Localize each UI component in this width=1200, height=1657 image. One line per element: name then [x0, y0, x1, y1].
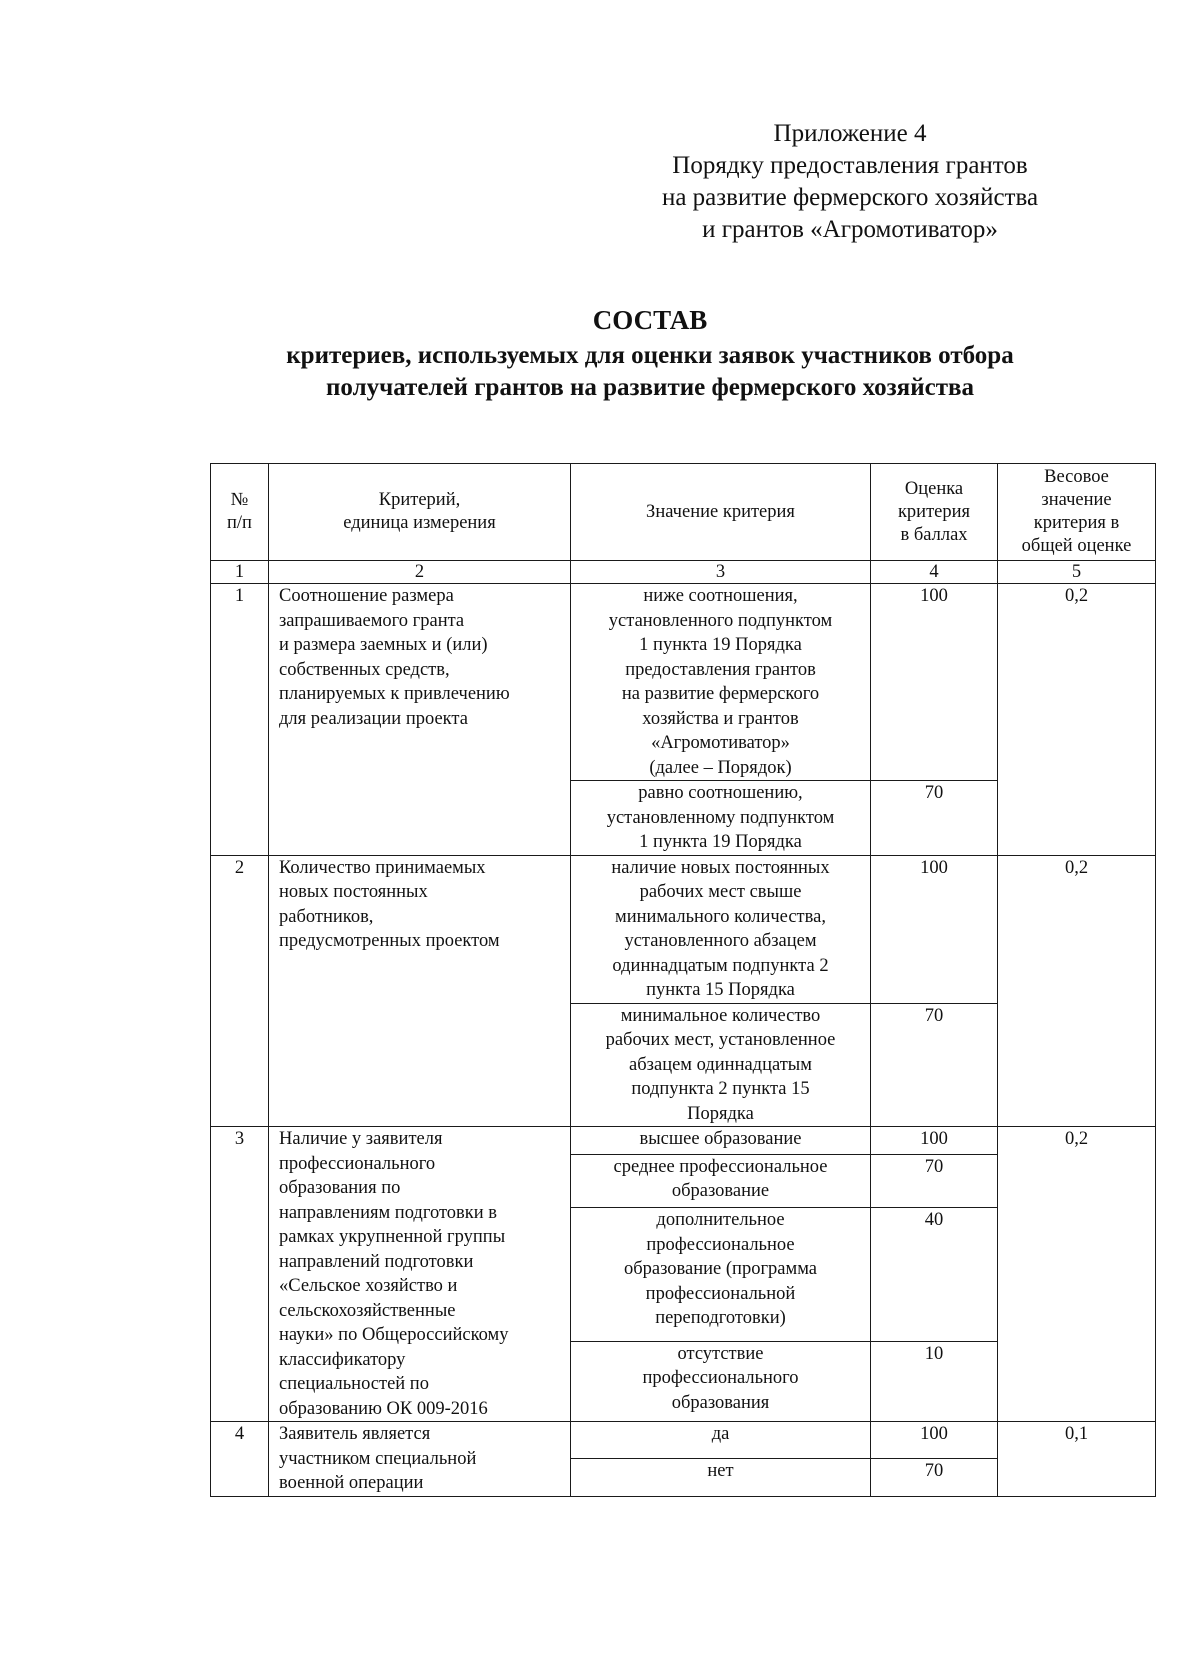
cell-line: дополнительное	[656, 1210, 785, 1231]
cell-line: образованию ОК 009-2016	[279, 1398, 488, 1419]
cell-line: да	[711, 1424, 730, 1444]
table-row	[211, 855, 1156, 1003]
table-row	[211, 1422, 1156, 1459]
criterion-name	[269, 1127, 571, 1422]
cell-line: нет	[707, 1461, 734, 1482]
criterion-value	[571, 1003, 871, 1127]
cell-line: классификатору	[279, 1349, 406, 1370]
cell-line: (далее – Порядок)	[649, 757, 792, 778]
cell-line: ниже соотношения,	[643, 586, 798, 606]
criterion-value	[571, 781, 871, 856]
header-line: Оценка	[904, 478, 964, 499]
cell-line: Количество принимаемых	[279, 857, 486, 878]
appendix-block	[570, 118, 1130, 246]
column-number-row	[211, 561, 1156, 584]
cell-line: предусмотренных проектом	[279, 931, 500, 951]
cell-line: 1 пункта 19 Порядка	[639, 635, 802, 655]
document-heading	[160, 302, 1140, 404]
cell-line: равно соотношению,	[638, 783, 803, 803]
appendix-line: Порядку предоставления грантов	[672, 152, 1028, 179]
criterion-value	[571, 1208, 871, 1341]
cell-line: Заявитель является	[279, 1424, 431, 1444]
cell-line: для реализации проекта	[279, 708, 468, 729]
criterion-name	[269, 855, 571, 1127]
subtitle-line: получателей грантов на развитие фермерского хозяйства	[326, 374, 974, 401]
table-row	[211, 1127, 1156, 1155]
header-line: общей оценке	[1021, 536, 1132, 556]
cell-line: направлений подготовки	[279, 1251, 474, 1272]
criterion-score: 70	[871, 1003, 998, 1127]
row-number: 3	[211, 1127, 269, 1422]
cell-line: 1 пункта 19 Порядка	[639, 832, 802, 852]
header-line: Весовое	[1044, 467, 1109, 487]
cell-line: направлениям подготовки в	[279, 1202, 498, 1223]
cell-line: установленному подпунктом	[606, 807, 835, 828]
cell-line: науки» по Общероссийскому	[279, 1325, 509, 1345]
cell-line: хозяйства и грантов	[642, 708, 799, 729]
cell-line: сельскохозяйственные	[279, 1300, 456, 1321]
appendix-line: на развитие фермерского хозяйства	[661, 184, 1039, 211]
row-number: 4	[211, 1422, 269, 1497]
cell-line: образование	[671, 1181, 770, 1201]
header-line: единица измерения	[343, 513, 496, 533]
cell-line: планируемых к привлечению	[279, 684, 510, 704]
criterion-value	[571, 1154, 871, 1208]
cell-line: переподготовки)	[655, 1308, 786, 1329]
cell-line: рамках укрупненной группы	[279, 1227, 506, 1247]
header-criterion	[269, 464, 571, 561]
criterion-value	[571, 855, 871, 1003]
header-line: п/п	[227, 513, 252, 533]
criterion-weight: 0,1	[998, 1422, 1156, 1497]
cell-line: на развитие фермерского	[621, 684, 820, 704]
subtitle-line: критериев, используемых для оценки заявок участников отбора	[286, 342, 1014, 369]
cell-line: собственных средств,	[279, 659, 450, 680]
cell-line: наличие новых постоянных	[611, 857, 830, 878]
criterion-weight: 0,2	[998, 1127, 1156, 1422]
cell-line: работников,	[279, 906, 374, 927]
criterion-score: 100	[871, 855, 998, 1003]
cell-line: предоставления грантов	[625, 659, 816, 680]
row-number: 2	[211, 855, 269, 1127]
appendix-line: и грантов «Агромотиватор»	[702, 216, 998, 243]
cell-line: установленного подпунктом	[608, 610, 833, 631]
cell-line: военной операции	[279, 1473, 424, 1493]
cell-line: Наличие у заявителя	[279, 1129, 443, 1149]
criterion-value	[571, 1341, 871, 1421]
cell-line: установленного абзацем	[624, 931, 817, 951]
header-row	[211, 464, 1156, 561]
column-number: 3	[571, 561, 871, 584]
cell-line: образование (программа	[623, 1259, 818, 1280]
cell-line: новых постоянных	[279, 882, 428, 902]
cell-line: специальностей по	[279, 1374, 429, 1394]
column-number: 4	[871, 561, 998, 584]
document-subtitle	[160, 340, 1140, 404]
cell-line: абзацем одиннадцатым	[629, 1054, 812, 1075]
cell-line: «Сельское хозяйство и	[279, 1276, 458, 1296]
cell-line: высшее образование	[639, 1129, 802, 1149]
cell-line: профессионального	[642, 1368, 799, 1389]
cell-line: рабочих мест, установленное	[605, 1030, 836, 1050]
header-weight	[998, 464, 1156, 561]
cell-line: профессиональное	[646, 1234, 795, 1255]
cell-line: одиннадцатым подпункта 2	[612, 955, 829, 976]
cell-line: пункта 15 Порядка	[646, 980, 795, 1000]
row-number: 1	[211, 584, 269, 856]
criterion-name	[269, 584, 571, 856]
cell-line: подпункта 2 пункта 15	[631, 1079, 810, 1099]
criterion-score: 100	[871, 584, 998, 781]
header-line: критерия в	[1033, 513, 1120, 533]
cell-line: Соотношение размера	[279, 586, 454, 606]
appendix-line: Приложение 4	[773, 120, 927, 147]
criterion-weight: 0,2	[998, 584, 1156, 856]
header-line: Критерий,	[378, 490, 461, 510]
cell-line: профессиональной	[645, 1283, 796, 1304]
criterion-score: 100	[871, 1127, 998, 1155]
cell-line: Порядка	[687, 1103, 754, 1124]
cell-line: образования по	[279, 1178, 401, 1198]
criterion-score: 70	[871, 781, 998, 856]
criterion-value	[571, 584, 871, 781]
cell-line: среднее профессиональное	[613, 1156, 828, 1177]
criterion-value	[571, 1127, 871, 1155]
criterion-score: 70	[871, 1154, 998, 1208]
criterion-name	[269, 1422, 571, 1497]
header-value	[571, 464, 871, 561]
criterion-score: 100	[871, 1422, 998, 1459]
cell-line: минимального количества,	[615, 906, 826, 927]
criteria-table	[210, 463, 1156, 1497]
cell-line: минимальное количество	[620, 1005, 821, 1026]
cell-line: образования	[671, 1392, 770, 1413]
header-line: значение	[1041, 490, 1112, 510]
document-title: СОСТАВ	[592, 305, 708, 335]
table-row	[211, 584, 1156, 781]
cell-line: профессионального	[279, 1153, 436, 1174]
header-line: №	[230, 490, 249, 510]
table-body	[211, 584, 1156, 1497]
cell-line: участником специальной	[279, 1448, 477, 1469]
column-number: 5	[998, 561, 1156, 584]
column-number: 1	[211, 561, 269, 584]
criterion-value	[571, 1459, 871, 1496]
criterion-score: 40	[871, 1208, 998, 1341]
header-score	[871, 464, 998, 561]
header-line: в баллах	[900, 524, 968, 545]
header-line: Значение критерия	[646, 501, 795, 522]
criterion-score: 70	[871, 1459, 998, 1496]
cell-line: запрашиваемого гранта	[279, 610, 465, 631]
header-line: критерия	[897, 501, 971, 522]
column-number: 2	[269, 561, 571, 584]
header-number	[211, 464, 269, 561]
cell-line: рабочих мест свыше	[639, 882, 802, 902]
cell-line: отсутствие	[677, 1343, 764, 1364]
criterion-weight: 0,2	[998, 855, 1156, 1127]
cell-line: и размера заемных и (или)	[279, 635, 488, 655]
criterion-score: 10	[871, 1341, 998, 1421]
criterion-value	[571, 1422, 871, 1459]
cell-line: «Агромотиватор»	[651, 733, 790, 753]
